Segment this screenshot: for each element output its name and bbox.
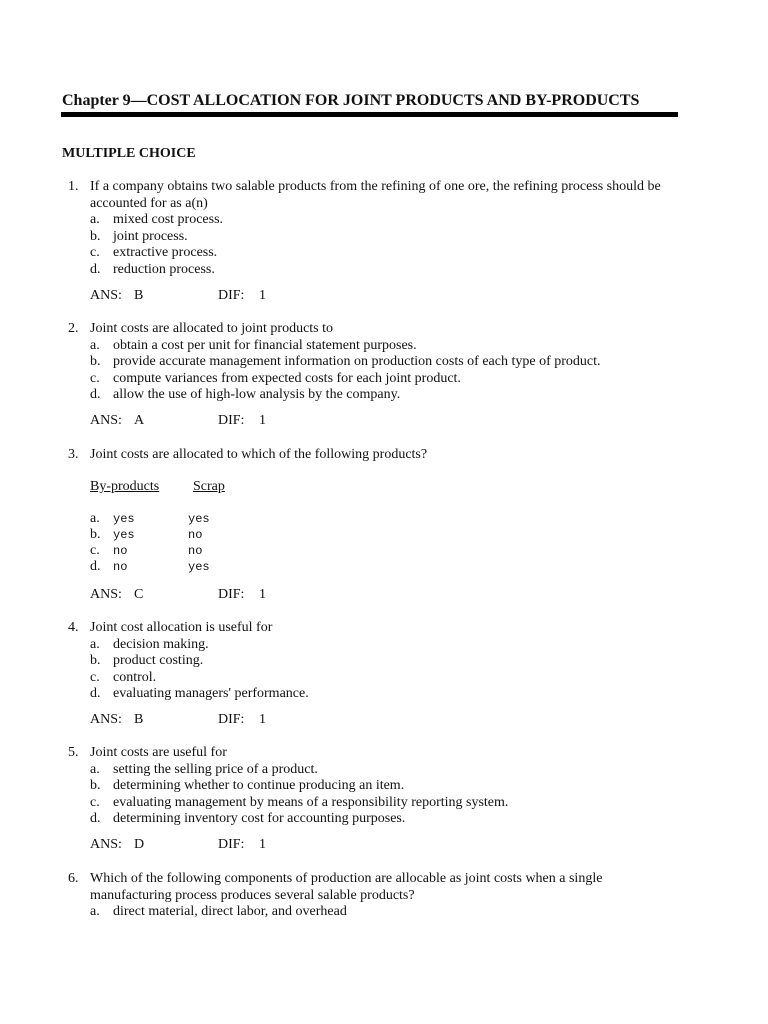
dif-value: 1 (259, 837, 266, 852)
option-text: evaluating management by means of a responsibility reporting system. (113, 794, 509, 810)
dif-label: DIF: (218, 712, 245, 727)
option-letter: a. (90, 212, 100, 227)
table-row (90, 543, 290, 559)
scrap-value: yes (188, 560, 210, 574)
option-letter: b. (90, 228, 101, 244)
scrap-value: yes (188, 512, 210, 526)
ans-label: ANS: (90, 413, 122, 428)
option-text: provide accurate management information on production costs of each type of product. (113, 354, 601, 369)
option-text: direct material, direct labor, and overhead (113, 904, 347, 919)
ans-label: ANS: (90, 587, 122, 602)
dif-label: DIF: (218, 413, 245, 428)
ans-value: C (134, 587, 144, 602)
option-d (90, 686, 668, 703)
option-letter: d. (90, 686, 101, 701)
option-a (90, 212, 668, 229)
option-text: setting the selling price of a product. (113, 761, 318, 777)
question-number: 3. (68, 447, 79, 462)
dif-value: 1 (259, 712, 266, 727)
option-letter: a. (90, 511, 100, 526)
option-letter: d. (90, 811, 101, 826)
question-stem: If a company obtains two salable products from the refining of one ore, the refining process should be accounted for as a(n) (90, 179, 661, 211)
option-letter: c. (90, 669, 100, 685)
scrap-value: no (188, 544, 203, 558)
chapter-title: Chapter 9—COST ALLOCATION FOR JOINT PRODUCTS AND BY-PRODUCTS (62, 92, 640, 109)
option-letter: d. (90, 387, 101, 402)
option-text: allow the use of high-low analysis by the company. (113, 387, 401, 402)
option-letter: b. (90, 653, 101, 668)
option-c (90, 245, 668, 262)
option-b (90, 653, 668, 670)
scrap-value: no (188, 528, 203, 542)
option-text: joint process. (113, 228, 188, 244)
option-c (90, 670, 668, 687)
option-a (90, 904, 628, 921)
option-letter: d. (90, 559, 101, 574)
question-number: 2. (68, 321, 79, 336)
dif-label: DIF: (218, 587, 245, 602)
option-letter: a. (90, 761, 100, 777)
option-letter: a. (90, 904, 100, 919)
option-c (90, 795, 668, 812)
question-6 (68, 871, 628, 921)
question-stem: Joint cost allocation is useful for (90, 620, 273, 635)
option-letter: b. (90, 354, 101, 369)
option-a (90, 762, 668, 779)
dif-label: DIF: (218, 837, 245, 852)
dif-value: 1 (259, 288, 266, 303)
by-products-value: yes (113, 512, 135, 526)
option-d (90, 811, 668, 828)
option-b (90, 229, 668, 246)
question-stem: Joint costs are useful for (90, 745, 227, 760)
option-letter: a. (90, 636, 100, 652)
option-text: compute variances from expected costs for each joint product. (113, 370, 461, 386)
question-5 (68, 745, 668, 828)
question-number: 5. (68, 745, 79, 760)
option-letter: a. (90, 337, 100, 353)
option-text: decision making. (113, 636, 209, 652)
table-row (90, 559, 290, 575)
option-letter: b. (90, 778, 101, 793)
ans-label: ANS: (90, 288, 122, 303)
table-row (90, 511, 290, 527)
ans-value: B (134, 288, 144, 303)
option-letter: c. (90, 245, 100, 260)
dif-label: DIF: (218, 288, 245, 303)
option-text: determining whether to continue producing an item. (113, 778, 405, 793)
option-letter: c. (90, 543, 100, 558)
question-number: 4. (68, 620, 79, 635)
option-d (90, 262, 668, 279)
question-number: 6. (68, 871, 79, 886)
option-letter: c. (90, 794, 100, 810)
option-a (90, 637, 668, 654)
option-text: mixed cost process. (113, 212, 224, 227)
dif-value: 1 (259, 587, 266, 602)
ans-label: ANS: (90, 712, 122, 727)
by-products-value: no (113, 560, 128, 574)
option-text: control. (113, 669, 157, 685)
question-3 (68, 447, 668, 464)
option-text: product costing. (113, 653, 204, 668)
question-stem: Which of the following components of production are allocable as joint costs when a single manufacturing process produces several salable products? (90, 871, 603, 903)
option-c (90, 371, 668, 388)
option-text: determining inventory cost for accounting purposes. (113, 811, 406, 826)
ans-label: ANS: (90, 837, 122, 852)
option-letter: c. (90, 370, 100, 386)
by-products-value: no (113, 544, 128, 558)
question-4 (68, 620, 668, 703)
question-stem: Joint costs are allocated to which of the following products? (90, 447, 428, 462)
option-letter: b. (90, 527, 101, 542)
table-header-by-products: By-products (90, 479, 160, 494)
option-b (90, 778, 668, 795)
option-text: reduction process. (113, 261, 215, 277)
option-a (90, 338, 668, 355)
question-stem: Joint costs are allocated to joint products to (90, 321, 334, 336)
option-text: evaluating managers' performance. (113, 686, 309, 701)
option-text: extractive process. (113, 245, 218, 260)
table-row (90, 527, 290, 543)
table-header-scrap: Scrap (193, 479, 225, 494)
option-letter: d. (90, 261, 101, 277)
ans-value: A (134, 413, 145, 428)
option-text: obtain a cost per unit for financial statement purposes. (113, 337, 417, 353)
dif-value: 1 (259, 413, 266, 428)
option-d (90, 387, 668, 404)
question-1 (68, 179, 668, 278)
ans-value: D (134, 837, 145, 852)
section-heading: MULTIPLE CHOICE (62, 146, 196, 161)
by-products-value: yes (113, 528, 135, 542)
option-b (90, 354, 668, 371)
title-rule (61, 112, 678, 117)
question-2 (68, 321, 668, 404)
ans-value: B (134, 712, 144, 727)
question-number: 1. (68, 179, 79, 194)
